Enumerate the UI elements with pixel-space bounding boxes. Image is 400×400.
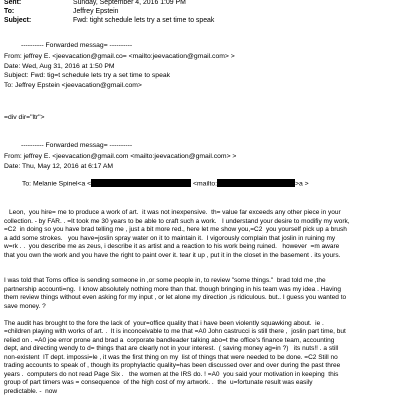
forwarded-separator: ---------- Forwarded messag= ---------- [21,42,133,49]
body-paragraph-3 [4,320,396,397]
body-paragraph-2 [4,277,396,311]
subject-value: Fwd: tight schedule lets try a set time to speak [73,17,215,24]
forwarded-subject: Subject: Fwd: tig=t schedule lets try a set time to speak [4,72,171,80]
body-line: =children playing with works of art. . It is inconceivable to me that =A0 John castrucci is still there , joslin part time, but [4,328,346,335]
redaction-box [91,179,191,187]
forwarded-date: Date: Thu, May 12, 2016 at 6:17 AM [4,162,114,170]
redaction-box [217,179,295,187]
forwarded-header-1 [4,41,396,90]
sent-value: Sunday, September 4, 2016 1:09 PM [73,0,186,6]
email-header [4,0,396,25]
forwarded-date: Date: Wed, Aug 31, 2016 at 1:50 PM [4,62,115,70]
body-line: dept, and directing wendy to d= things that are clearly not in your interest. ( saving money ag=in ?) its nuts!! . a still [4,345,339,352]
body-line: them review things without even asking for my input , or let alone my direction ,is ridiculous. but.. I guess you wanted to [4,294,347,301]
forwarded-from: From: jeffrey E. <jeevacation@gmail.co= <mailto:jeevacation@gmail.com> > [4,53,235,61]
body-line: that you own the work and you have the right to paint over it. tear it up , put it in the closet in the basement . its yours. [4,251,341,259]
to-label: To: [4,8,15,15]
body-line: group of part timers was = consequence of the high cost of my artwork. . the u=fortunate result was easily [4,379,313,386]
body-line: Leon, you hire= me to produce a work of art. it was not inexpensive. th= value far exceeds any other piece in your [9,209,341,216]
body-line: trading accounts to speak of , though its prophylactic quality=has been discussed over and over during the past three [4,362,341,369]
body-line: I was told that Toms office is sending someone in ,or some people in, to review "some things." brad told me ,the [4,277,326,284]
sent-row [4,0,396,7]
forwarded-separator: ---------- Forwarded messag= ---------- [21,142,133,149]
body-line: =C2 in doing so you have brad telling me , just a bit more red., here let me show you,=C2 you yourself pick up a brush [4,226,347,233]
recipient-prefix: To: Melanie Spinel<a < [22,180,92,188]
body-line: a add some strokes. you have=joslin spray water on it to maintain it. I vigorously complain that joslin in ruining my [4,234,336,242]
recipient-suffix: >a > [295,180,309,188]
forwarded-to: To: Jeffrey Epstein <jeevacation@gmail.com> [4,81,142,89]
body-line: w=rk . . you describe me as zeus, i describe it as artist and a reaction to his work being ruined. however =m aware [4,243,340,250]
body-line: non-existent IT dept. impossi=le , it was the first thing on my list of things that were needed to be done. =C2 Still no [4,353,338,361]
recipient-line [22,179,400,189]
forwarded-header-2 [4,141,396,171]
body-line: The audit has brought to the fore the lack of your=office quality that i have been violently squawking about. ie . [4,319,324,327]
body-line: partnership accounti=ng. I know absolutely nothing more than that. though bringing in his team was my idea . Having [4,285,341,293]
subject-label: Subject: [4,17,32,24]
body-line: collection. - by FAR. . =It took me 30 years to be able to craft such a work. I understand your desire to modifiy my work, [4,217,350,225]
recipient-mailto: <mailto: [191,180,218,188]
to-value: Jeffrey Epstein [73,8,119,15]
body-line: relied on . =A0 joe error prone and brad a corporate bandleader talking abo=t the office's finance team, accounting [4,336,335,344]
html-fragment-text [4,113,396,122]
to-row [4,7,396,16]
html-fragment-line: =div dir="ltr"> [4,114,45,121]
sent-label: Sent: [4,0,22,6]
body-line: predictable. - now [4,387,58,395]
forwarded-from: From: jeffrey E. <jeevacation@gmail.com <mailto:jeevacation@gmail.com> > [4,153,237,161]
body-paragraph-1 [4,209,396,260]
body-line: save money. ? [4,302,46,310]
body-line: years . computers do not read Page Six . the women at the IRS do. ! =A0 you said your motivation in keeping this [4,370,339,378]
subject-row [4,16,396,25]
